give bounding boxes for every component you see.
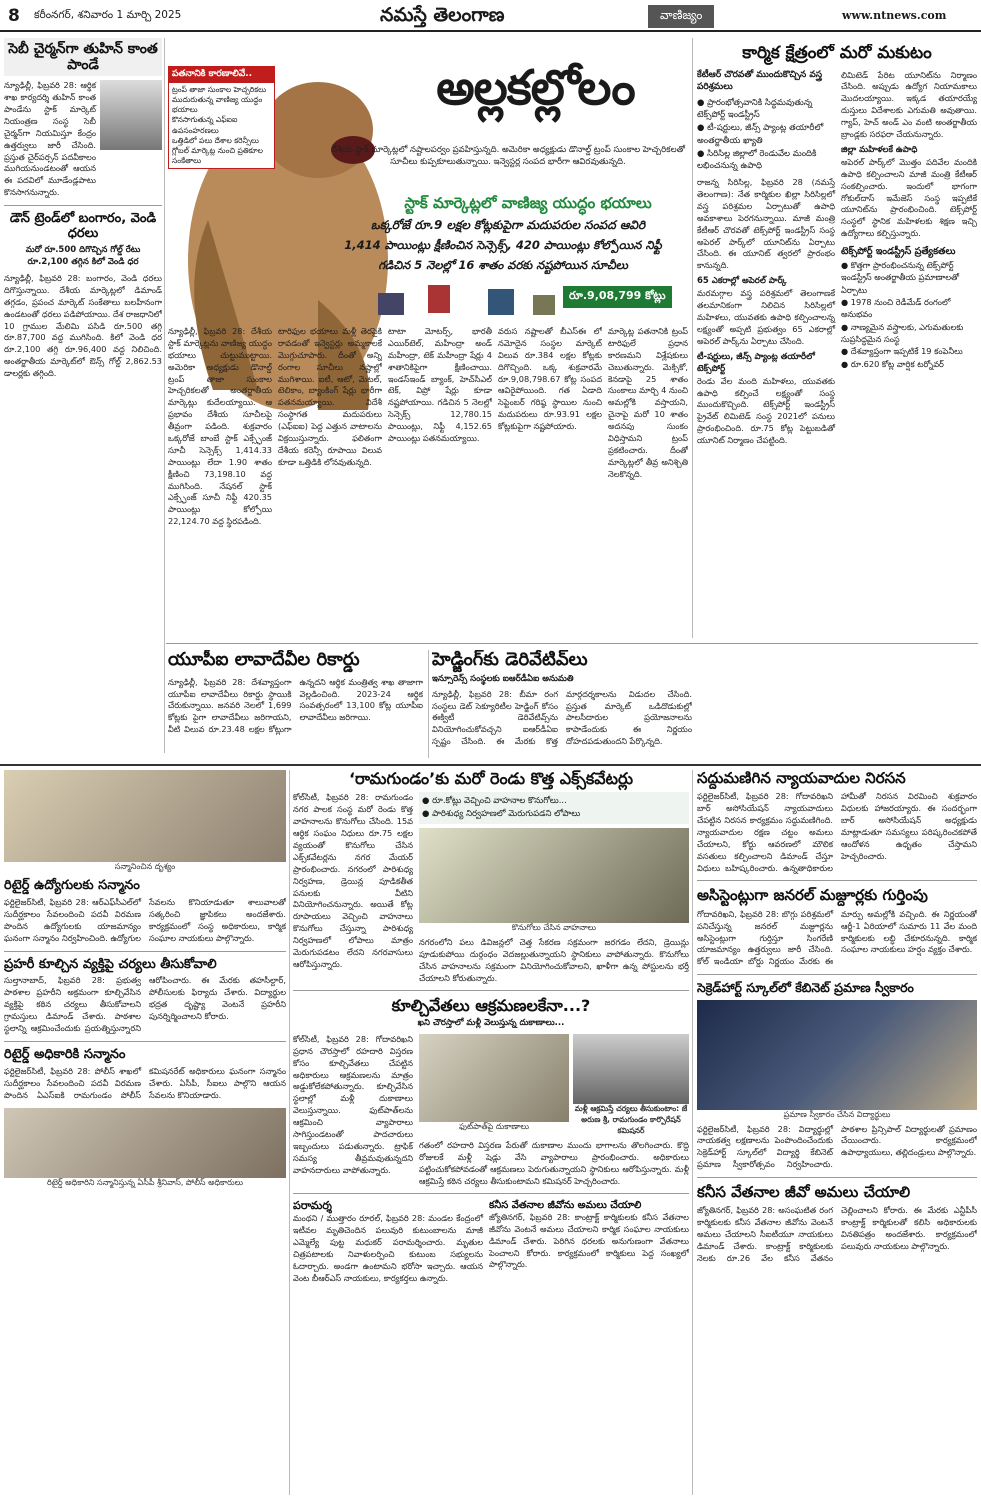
textile-bullet: ● సిరిసిల్ల జిల్లాలో రెండువేల మందికి లభించనున్న ఉపాధి [697,148,817,172]
textile-bullet: ● ప్రారంభోత్సవానికి సిద్ధమవుతున్న టెక్స్‌పోర్ట్ ఇండస్ట్రీస్ [697,97,813,121]
upi-title: యూపీఐ లావాదేవీల రికార్డు [168,650,360,670]
ramagundam-bullet: ● రూ.కోట్లు వెచ్చించి వాహనాల కొనుగోలు... [422,796,567,807]
school-photo [697,1000,977,1110]
textile-bullet: ● టీ-షర్టులు, జీన్స్ ప్యాంట్ల తయారీలో అంతర్జాతీయ ఖ్యాతి [697,123,824,146]
textile-bullet-text: టీ-షర్టులు, జీన్స్ ప్యాంట్ల తయారీలో అంతర్జాతీయ ఖ్యాతి [697,123,824,146]
sebi-portrait [100,80,162,150]
section-label: వాణిజ్యం [648,5,714,28]
assistants-body: గోదావరిఖని, ఫిబ్రవరి 28: బొగ్గు పరిశ్రమలో పనిచేస్తున్న జనరల్ మజ్దూర్లను అసిస్టెంట్లుగా గుర్తిస్తూ సింగరేణి యాజమాన్యం ఉత్తర్వులు జారీ చేసింది. కోల్ ఇండియా బోర్డు నిర్ణయం మేరకు ఈ మార్పు అమల్లోకి వచ్చింది. ఈ నిర్ణయంతో ఆర్జీ-1 ఏరియాలో సుమారు 11 వేల మంది కార్మికులకు లబ్ధి చేకూరనున్నది. కార్మిక సంఘాల నాయకులు హర్షం వ్యక్తం చేశారు. [697,908,977,967]
hedging-sub: ఇన్సూరెన్స్ సంస్థలకు ఐఆర్‌డీఏఐ అనుమతి [432,673,574,684]
retired-title: రిటైర్డ్ ఉద్యోగులకు సన్మానం [4,878,140,893]
retired-officer-caption: రిటైర్డ్ అధికారిని సన్మానిస్తున్న ఏసీపీ శ్రీనివాస్, పోలీస్ అధికారులు [46,1177,244,1187]
textile-right-2: అపెరల్ పార్క్‌లో మొత్తం పదివేల మందికి ఉపాధి కల్పించాలని మాజీ మంత్రి కేటీఆర్ సంకల్పించారు. ఇందులో భాగంగా గోకుల్‌దాస్ ఇమేజెస్ సంస్థ ఇప్పటికే యూనిట్‌ను ప్రారంభించింది. టెక్స్‌పోర్ట్ సంస్థలో స్థానిక మహిళలకు శిక్షణ ఇచ్చి ఉద్యోగాలు కల్పిస్తున్నారు. [841,156,977,239]
commissioner-photo [573,1034,689,1104]
gold-sub-2: రూ.2,100 తగ్గిన కిలో వెండి ధర [27,256,139,267]
feature-text: రూ.620 కోట్ల వార్షిక టర్నోవర్ [850,358,944,369]
feature-item: ● కొత్తగా ప్రారంభించనున్న టెక్స్‌పోర్ట్ ఇండస్ట్రీస్ అంతర్జాతీయ ప్రమాణాలతో ఏర్పాటు [841,260,959,295]
textile-body-1: రాజన్న సిరిసిల్ల, ఫిబ్రవరి 28 (నమస్తే తెలంగాణ): నేత కార్మికుల ఖిల్లా సిరిసిల్లలో వస్త్ర పరిశ్రమల ఏర్పాటుతో ఉపాధి అవకాశాలు పెరగనున్నాయి. మాజీ మంత్రి కేటీఆర్ చొరవతో టెక్స్‌పోర్ట్ ఇండస్ట్రీస్ సంస్థ అపెరల్ పార్క్‌లో యూనిట్‌ను ఏర్పాటు చేసింది. ఈ యూనిట్ త్వరలో ప్రారంభం కానున్నది. [697,177,835,271]
issue-date: కరీంనగర్, శనివారం 1 మార్చి 2025 [34,9,182,21]
textile-title: కార్మిక క్షేత్రంలో మరో మకుటం [742,44,932,63]
assistants-title: అసిస్టెంట్లుగా జనరల్ మజ్దూర్లకు గుర్తింపు [697,886,928,905]
hero-line-2: 1,414 పాయింట్లు క్షీణించిన సెన్సెక్స్, 420 పాయింట్లు కోల్పోయిన నిఫ్టీ [344,238,662,252]
investors-illustration [368,275,568,325]
feature-item: ● 1978 నుంచి రెడీమేడ్ రంగంలో అనుభవం [841,297,951,320]
lead-col-4: వరుస నష్టాలతో బీఎస్‌ఈ లో నమోదైన సంస్థల మార్కెట్ విలువ రూ.384 లక్షల కోట్లకు దిగొచ్చింది. ఒక్క శుక్రవారమే రూ.9,08,798.67 కోట్ల సంపద ఆవిరైపోయింది. గత ఏడాది సెప్టెంబర్ గరిష్ఠ స్థాయిల నుంచి మదుపరులు రూ.93.91 లక్షల కోట్లకుపైగా నష్టపోయారు. [498,326,602,432]
feature-item: ● రూ.620 కోట్ల వార్షిక టర్నోవర్ [841,358,944,369]
prahari-title: ప్రహరీ కూల్చిన వ్యక్తిపై చర్యలు తీసుకోవాలి [4,956,217,972]
ramagundam-bullet-text: రూ.కోట్లు వెచ్చించి వాహనాల కొనుగోలు... [432,796,567,807]
hedging-title: హెడ్జింగ్‌కు డెరివేటివ్‌లు [432,650,588,670]
minwage-title: కనీస వేతనాల జీవో అమలు చేయాలి [697,1183,911,1202]
gold-headline: డౌన్ ట్రెండ్‌లో బంగారం, వెండి ధరలు [9,211,157,242]
textile-body-2: మరమగ్గాల వస్త్ర పరిశ్రమలో తెలంగాణకే తలమానికంగా నిలిచిన సిరిసిల్లలో మహిళలు, యువతకు ఉపాధి కల్పించాలన్న లక్ష్యంతో అప్పటి ప్రభుత్వం 65 ఎకరాల్లో అపెరల్ పార్క్‌ను ఏర్పాటు చేసింది. [697,288,835,346]
upi-story [168,650,423,758]
retired-officer-photo [4,1108,286,1178]
upi-body: న్యూఢిల్లీ, ఫిబ్రవరి 28: దేశవ్యాప్తంగా యూపీఐ లావాదేవీలు రికార్డు స్థాయికి చేరుకున్నాయి. జనవరి నెలలో 1,699 కోట్లకు పైగా లావాదేవీలు జరిగాయని, వీటి విలువ రూ.23.48 లక్షల కోట్లుగా ఉన్నదని ఆర్థిక మంత్రిత్వ శాఖ తాజాగా వెల్లడించింది. 2023-24 ఆర్థిక సంవత్సరంలో 13,100 కోట్ల యూపీఐ లావాదేవీలు జరిగాయి. [168,676,423,735]
ramagundam-body: కోల్‌సిటీ, ఫిబ్రవరి 28: రామగుండం నగర పాలక సంస్థ మరో రెండు కొత్త వాహనాలను కొనుగోలు చేసింది. 15వ ఆర్థిక సంఘం నిధులు రూ.75 లక్షల వ్యయంతో కొనుగోలు చేసిన ఎక్స్‌కవేటర్లను నగర మేయర్ ప్రారంభించారు. నగరంలో పారిశుధ్య నిర్వహణ, డ్రెయిన్ల పూడికతీత పనులకు వీటిని వినియోగించనున్నారు. అయితే కోట్ల రూపాయలు వెచ్చించి వాహనాలు కొనుగోలు చేస్తున్నా పారిశుధ్య నిర్వహణలో లోపాలు మాత్రం మెరుగుపడటం లేదని నగరవాసులు ఆరోపిస్తున్నారు. [293,792,413,969]
left-column [4,38,162,758]
textile-story [697,44,977,638]
kulchivetalu-body: కోల్‌సిటీ, ఫిబ్రవరి 28: గోదావరిఖని ప్రధాన చౌరస్తాలో రహదారి విస్తరణ కోసం కూల్చివేతలు చేపట్టిన అధికారులు ఆక్రమణలను మాత్రం అడ్డుకోలేకపోతున్నారు. కూల్చివేసిన స్థలాల్లో మళ్లీ దుకాణాలు వెలుస్తున్నాయి. ఫుట్‌పాత్‌లను ఆక్రమించి వ్యాపారాలు సాగిస్తుండటంతో పాదచారులు ఇబ్బందులు పడుతున్నారు. ట్రాఫిక్ సమస్య తీవ్రమవుతున్నదని వాహనదారులు వాపోతున్నారు. [293,1033,413,1175]
ramagundam-bullet: ● పారిశుధ్య నిర్వహణలో మెరుగుపడని లోపాలు [422,809,581,820]
ramagundam-body-2: నగరంలోని పలు డివిజన్లలో చెత్త సేకరణ సక్రమంగా జరగడం లేదని, డ్రెయిన్లు పూడుకుపోయి దుర్గంధం వెదజల్లుతున్నాయని స్థానికులు వాపోతున్నారు. కొనుగోలు చేసిన వాహనాలను సక్రమంగా వినియోగించుకోవాలని, ఖాళీగా ఉన్న పోస్టులను భర్తీ చేయాలని కోరుతున్నారు. [419,936,689,983]
footpath-caption: ఫుట్‌పాత్‌పై దుకాణాలు [459,1121,529,1131]
prahari-body: సుల్తానాబాద్, ఫిబ్రవరి 28: ప్రభుత్వ పాఠశాల ప్రహరీని అక్రమంగా కూల్చివేసిన వ్యక్తిపై కఠిన చర్యలు తీసుకోవాలని గ్రామస్తులు డిమాండ్ చేశారు. పాఠశాల స్థలాన్ని ఆక్రమించేందుకు ప్రయత్నిస్తున్నారని ఆరోపించారు. ఈ మేరకు తహసీల్దార్, పోలీసులకు ఫిర్యాదు చేశారు. విద్యార్థుల భద్రత దృష్ట్యా వెంటనే ప్రహరీని పునర్నిర్మించాలని కోరారు. [4,975,286,1033]
retired-officer-body: ఫర్టిలైజర్‌సిటీ, ఫిబ్రవరి 28: పోలీస్ శాఖలో సుదీర్ఘకాలం సేవలందించి పదవీ విరమణ పొందిన ఏఎస్ఐకి రామగుండం పోలీస్ కమిషనరేట్ అధికారులు ఘనంగా సన్మానం చేశారు. ఏసీపీ, సీఐలు పాల్గొని ఆయన సేవలను కొనియాడారు. [4,1065,286,1100]
retired-body: ఫర్టిలైజర్‌సిటీ, ఫిబ్రవరి 28: ఆర్ఎఫ్‌సీఎల్‌లో సుదీర్ఘకాలం సేవలందించి పదవీ విరమణ పొందిన ఉద్యోగులకు యాజమాన్యం ఘనంగా సన్మానం నిర్వహించింది. ఉద్యోగుల సేవలను కొనియాడుతూ శాలువాలతో సత్కరించి జ్ఞాపికలు అందజేశారు. కార్యక్రమంలో సంస్థ అధికారులు, కార్మిక సంఘాల నాయకులు పాల్గొన్నారు. [4,896,286,943]
paper-name: నమస్తే తెలంగాణ [380,4,505,26]
feature-item: ● నాణ్యమైన వస్త్రాలకు, ఎగుమతులకు సుప్రసిద్ధమైన సంస్థ [841,321,964,344]
ramagundam-title: ‘రామగుండం’కు మరో రెండు కొత్త ఎక్స్‌కవేటర్లు [348,770,634,788]
kulchivetalu-title: కూల్చివేతలు ఆక్రమణలకేనా...? [391,996,591,1016]
lead-col-1: న్యూఢిల్లీ, ఫిబ్రవరి 28: దేశీయ స్టాక్ మార్కెట్లను వాణిజ్య యుద్ధం భయాలు చుట్టుముట్టాయి. అమెరికా అధ్యక్షుడు డొనాల్డ్ ట్రంప్ తాజా సుంకాల హెచ్చరికలతో అంతర్జాతీయ మార్కెట్లు కుదేలయ్యాయి. ఆ ప్రభావం దేశీయ సూచీలపై తీవ్రంగా పడింది. శుక్రవారం ఒక్కరోజే బాంబే స్టాక్ ఎక్స్ఛేంజ్ సూచీ సెన్సెక్స్ 1,414.33 పాయింట్లు లేదా 1.90 శాతం క్షీణించి 73,198.10 వద్ద ముగిసింది. నేషనల్ స్టాక్ ఎక్స్ఛేంజ్ సూచీ నిఫ్టీ 420.35 పాయింట్లు కోల్పోయి 22,124.70 వద్ద స్థిరపడింది. [168,326,272,527]
textile-features-head: టెక్స్‌పోర్ట్ ఇండస్ట్రీస్ ప్రత్యేకతలు [841,246,956,258]
textile-bullet-text: ప్రారంభోత్సవానికి సిద్ధమవుతున్న టెక్స్‌పోర్ట్ ఇండస్ట్రీస్ [697,97,813,121]
retired-photo [4,770,286,862]
bottom-middle-column [293,770,689,1495]
lawyers-body: ఫర్టిలైజర్‌సిటీ, ఫిబ్రవరి 28: గోదావరిఖని బార్ అసోసియేషన్ న్యాయవాదులు చేపట్టిన నిరసన కార్యక్రమం సద్దుమణిగింది. న్యాయవాదుల రక్షణ చట్టం అమలు చేయాలని, కోర్టు ఆవరణలో మౌలిక వసతులు కల్పించాలని డిమాండ్ చేస్తూ విధులు బహిష్కరించారు. ఉన్నతాధికారుల హామీతో నిరసన విరమించి శుక్రవారం విధులకు హాజరయ్యారు. ఈ సందర్భంగా బార్ అసోసియేషన్ అధ్యక్షుడు మాట్లాడుతూ సమస్యలు పరిష్కరించకపోతే ఆందోళన ఉధృతం చేస్తామని హెచ్చరించారు. [697,791,977,873]
hero-line-1: ఒక్కరోజే రూ.9 లక్షల కోట్లకుపైగా మదుపరుల సంపద ఆవిరి [370,218,646,232]
wealth-loss-box: రూ.9,08,799 కోట్లు [563,286,672,308]
reason-item: గ్లోబల్ మార్కెట్ల నుంచి ప్రతికూల సంకేతాలు [172,145,263,165]
feature-text: కొత్తగా ప్రారంభించనున్న టెక్స్‌పోర్ట్ ఇండస్ట్రీస్ అంతర్జాతీయ ప్రమాణాలతో ఏర్పాటు [841,260,959,295]
masthead [0,0,981,32]
textile-mini-head: 65 ఎకరాల్లో అపెరల్ పార్క్ [697,276,787,287]
textile-mini-head-2: టీ-షర్టులు, జీన్స్ ప్యాంట్ల తయారీలో టెక్స్‌పోర్ట్ [697,351,815,374]
reason-item: కొనసాగుతున్న ఎఫ్‌ఐఐ ఉపసంహరణలు [172,115,238,135]
kulchivetalu-sub: ఖని చౌరస్తాలో మళ్లీ వెలుస్తున్న దుకాణాలు... [417,1017,565,1028]
feature-item: ● దేశవ్యాప్తంగా ఇప్పటికే 19 కంపెనీలు [841,346,963,357]
reason-item: ట్రంప్ తాజా సుంకాల హెచ్చరికలు [172,85,267,94]
sebi-body: న్యూఢిల్లీ, ఫిబ్రవరి 28: ఆర్థిక శాఖ కార్యదర్శి తుహిన్ కాంత పాండేను స్టాక్ మార్కెట్ నియంత్రణ సంస్థ సెబీ చైర్మన్‌గా నియమిస్తూ కేంద్రం ఉత్తర్వులు జారీ చేసింది. ప్రస్తుత చైర్‌పర్సన్ పదవీకాలం ముగియనుండటంతో ఆయన ఈ పదవిలో మూడేండ్లపాటు కొనసాగనున్నారు. [4,80,96,198]
website-link[interactable]: www.ntnews.com [842,9,947,22]
textile-bullet-text: సిరిసిల్ల జిల్లాలో రెండువేల మందికి లభించనున్న ఉపాధి [697,148,817,172]
sebi-headline: సెబీ చైర్మన్‌గా తుహిన్ కాంత పాండే [4,38,162,76]
hedging-story [432,650,692,758]
school-body: ఫర్టిలైజర్‌సిటీ, ఫిబ్రవరి 28: విద్యార్థుల్లో నాయకత్వ లక్షణాలను పెంపొందించేందుకు సెక్రెడ్‌హార్ట్ స్కూల్‌లో విద్యార్థి కేబినెట్ ప్రమాణ స్వీకారోత్సవం నిర్వహించారు. పాఠశాల ప్రిన్సిపాల్ విద్యార్థులతో ప్రమాణం చేయించారు. కార్యక్రమంలో ఉపాధ్యాయులు, తల్లిదండ్రులు పాల్గొన్నారు. [697,1123,977,1170]
bottom-right-column [697,770,977,1495]
kulchivetalu-body-2: గతంలో రహదారి విస్తరణ పేరుతో దుకాణాల ముందు భాగాలను తొలగించారు. కొద్ది రోజులకే మళ్లీ షెడ్లు వేసి వ్యాపారాలు ప్రారంభించారు. అధికారులు పట్టించుకోకపోవడంతో ఆక్రమణలు పెరుగుతున్నాయని స్థానికులు ఆరోపిస్తున్నారు. మళ్లీ ఆక్రమిస్తే కఠిన చర్యలు తీసుకుంటామని కమిషనర్ హెచ్చరించారు. [419,1139,689,1186]
lawyers-title: సద్దుమణిగిన న్యాయవాదుల నిరసన [697,770,906,787]
feature-text: దేశవ్యాప్తంగా ఇప్పటికే 19 కంపెనీలు [850,346,963,357]
hero-intro: దేశీయ స్టాక్ మార్కెట్లలో నష్టాలపర్వం ప్రవహిస్తున్నది. అమెరికా అధ్యక్షుడు డొనాల్డ్ ట్రంప్ సుంకాల హెచ్చరికలతో సూచీలు కుప్పకూలుతున్నాయి. ఇన్వెస్టర్ల సంపద భారీగా ఆవిరవుతున్నది. [331,145,685,168]
reasons-title: పతనానికి కారణాలివే.. [169,67,274,83]
textile-right-head: జిల్లా మహిళలకే ఉపాధి [841,144,918,155]
gold-sub-1: మరో రూ.500 దిగొచ్చిన గోల్డ్ రేటు [25,244,141,255]
hero-subhead: స్టాక్ మార్కెట్లలో వాణిజ్య యుద్ధం భయాలు [404,194,652,212]
excavator-photo [419,828,689,923]
hero-line-3: గడిచిన 5 నెలల్లో 16 శాతం వరకు నష్టపోయిన సూచీలు [378,258,628,272]
footpath-photo [419,1034,569,1122]
school-title: సెక్రెడ్‌హార్ట్ స్కూల్‌లో కేబినెట్ ప్రమాణ స్వీకారం [697,980,914,996]
lead-col-3: టాటా మోటర్స్, భారతీ ఎయిర్‌టెల్, మహీంద్రా అండ్ మహీంద్రా, టెక్ మహీంద్రా షేర్లు 4 శాతానికిపైగా క్షీణించాయి. ఇండస్‌ఇండ్ బ్యాంక్, హెచ్‌సీఎల్ టెక్, విప్రో షేర్లు కూడా నష్టపోయాయి. గడిచిన 5 నెలల్లో సెన్సెక్స్ 12,780.15 పాయింట్లు, నిఫ్టీ 4,152.65 పాయింట్లు పతనమయ్యాయి. [388,326,492,444]
textile-right-1: లిమిటెడ్ పేరిట యూనిట్‌ను నిర్మాణం చేసింది. అప్పుడు ఉద్యోగ నియామకాలు మొదలయ్యాయి. ఇక్కడ తయారయ్యే దుస్తులు విదేశాలకు ఎగుమతి అవుతాయి. గ్యాప్, హెచ్ అండ్ ఎం వంటి అంతర్జాతీయ బ్రాండ్లకు సరఫరా చేయనున్నారు. [841,69,977,139]
textile-body-3: రెండు వేల మంది మహిళలు, యువతకు ఉపాధి కల్పించే లక్ష్యంతో సంస్థ ముందుకొచ్చింది. టెక్స్‌పోర్ట్ ఇండస్ట్రీస్ ప్రైవేట్ లిమిటెడ్ సంస్థ 2021లో పనులు ప్రారంభించింది. రూ.75 కోట్ల పెట్టుబడితో యూనిట్ నిర్మాణం చేపట్టింది. [697,375,835,446]
minwage-small-body: జ్యోతినగర్, ఫిబ్రవరి 28: కాంట్రాక్ట్ కార్మికులకు కనీస వేతనాల జీవోను వెంటనే అమలు చేయాలని కార్మిక సంఘాల నాయకులు డిమాండ్ చేశారు. పెరిగిన ధరలకు అనుగుణంగా వేతనాలు పెంచాలని కోరారు. కార్యక్రమంలో కార్మికులు పెద్ద సంఖ్యలో పాల్గొన్నారు. [489,1211,689,1270]
feature-text: నాణ్యమైన వస్త్రాలకు, ఎగుమతులకు సుప్రసిద్ధమైన సంస్థ [841,321,964,344]
paramarsha-title: పరామర్శ [293,1199,332,1213]
reason-item: ఒత్తిడిలో పలు దేశాల కరెన్సీలు [172,135,259,145]
feature-text: 1978 నుంచి రెడీమేడ్ రంగంలో అనుభవం [841,297,951,320]
minwage-body: జ్యోతినగర్, ఫిబ్రవరి 28: అసంఘటిత రంగ కార్మికులకు కనీస వేతనాల జీవోను వెంటనే అమలు చేయాలని సీఐటీయూ నాయకులు డిమాండ్ చేశారు. కాంట్రాక్ట్ కార్మికులకు నెలకు రూ.26 వేల కనీస వేతనం చెల్లించాలని కోరారు. ఈ మేరకు ఎన్టీపీసీ కాంట్రాక్ట్ కార్మికులతో కలిసి అధికారులకు వినతిపత్రం అందజేశారు. కార్యక్రమంలో పలువురు నాయకులు పాల్గొన్నారు. [697,1205,977,1263]
hero-title: అల్లకల్లోలం [436,60,635,116]
lead-col-5: మార్కెట్ల పతనానికి ట్రంప్ టారిఫులే ప్రధాన కారణమని విశ్లేషకులు చెబుతున్నారు. మెక్సికో, కెనడాపై 25 శాతం సుంకాలు మార్చి 4 నుంచి అమల్లోకి వస్తాయని, చైనాపై మరో 10 శాతం అదనపు సుంకం విధిస్తామని ట్రంప్ ప్రకటించారు. దీంతో మార్కెట్లలో తీవ్ర అనిశ్చితి నెలకొన్నది. [608,326,688,479]
reasons-box [168,66,275,169]
hedging-body: న్యూఢిల్లీ, ఫిబ్రవరి 28: బీమా రంగ సంస్థలు డెట్ సెక్యూరిటీల హెడ్జింగ్ కోసం ఈక్విటీ డెరివేటివ్స్‌ను వినియోగించుకోవచ్చని ఐఆర్‌డీఏఐ స్పష్టం చేసింది. ఈ మేరకు కొత్త మార్గదర్శకాలను విడుదల చేసింది. ప్రస్తుత మార్కెట్ ఒడిదొడుకుల్లో పాలసీదారుల ప్రయోజనాలను కాపాడేందుకు ఈ నిర్ణయం దోహదపడుతుందని పేర్కొన్నది. [432,688,692,747]
school-caption: ప్రమాణ స్వీకారం చేసిన విద్యార్థులు [783,1109,891,1119]
reason-item: ముదురుతున్న వాణిజ్య యుద్ధం భయాలు [172,95,263,115]
commissioner-caption: మళ్లీ ఆక్రమిస్తే చర్యలు తీసుకుంటాం: జే అరుణ శ్రీ, రామగుండం కార్పొరేషన్ కమిషనర్ [574,1103,688,1135]
lead-col-2: టారిఫుల భయాలు మళ్లీ తెరపైకి రావడంతో ఇన్వెస్టర్లు అమ్మకాలకే మొగ్గుచూపారు. దీంతో అన్ని రంగాల సూచీలు నష్టాల్లో ముగిశాయి. ఐటీ, ఆటో, మెటల్, టెలికాం, బ్యాంకింగ్ షేర్లు భారీగా పతనమయ్యాయి. విదేశీ సంస్థాగత మదుపరులు (ఎఫ్‌ఐఐ) పెద్ద ఎత్తున వాటాలను విక్రయిస్తున్నారు. ఫలితంగా దేశీయ కరెన్సీ రూపాయి విలువ కూడా ఒత్తిడికి లోనవుతున్నది. [278,326,382,467]
paramarsha-body: మంథని / ముత్తారం రూరల్, ఫిబ్రవరి 28: మండల కేంద్రంలో ఇటీవల మృతిచెందిన పలువురి కుటుంబాలను మాజీ ఎమ్మెల్యే పుట్ట మధుకర్ పరామర్శించారు. మృతుల చిత్రపటాలకు నివాళులర్పించి కుటుంబ సభ్యులను ఓదార్చారు. అండగా ఉంటామని భరోసా ఇచ్చారు. ఆయన వెంట బీఆర్ఎస్ నాయకులు, కార్యకర్తలు ఉన్నారు. [293,1213,483,1283]
excavator-caption: కొనుగోలు చేసిన వాహనాలు [511,922,597,932]
retired-photo-caption: సన్మానించిన దృశ్యం [114,862,176,871]
textile-sub: కేటీఆర్ చొరవతో ముందుకొచ్చిన వస్త్ర పరిశ్రమలు [697,69,823,92]
page-number: 8 [8,6,20,26]
minwage-small-title: కనీస వేతనాల జీవోను అమలు చేయాలి [489,1200,642,1212]
gold-body: న్యూఢిల్లీ, ఫిబ్రవరి 28: బంగారం, వెండి ధరలు దిగొస్తున్నాయి. దేశీయ మార్కెట్లలో డిమాండ్ తగ్గడం, ప్రపంచ మార్కెట్ సంకేతాలు బలహీనంగా ఉండటంతో ధరలు పడిపోయాయి. దేశ రాజధానిలో 10 గ్రాముల మేలిమి పసిడి రూ.500 తగ్గి రూ.87,700 వద్ద ముగిసింది. కిలో వెండి ధర రూ.2,100 తగ్గి రూ.96,400 వద్ద నిలిచింది. అంతర్జాతీయ మార్కెట్‌లో ఔన్స్ గోల్డ్ 2,862.53 డాలర్లకు తగ్గింది. [4,272,162,379]
ramagundam-bullet-text: పారిశుధ్య నిర్వహణలో మెరుగుపడని లోపాలు [432,809,581,820]
retired-officer-title: రిటైర్డ్ అధికారికి సన్మానం [4,1046,126,1062]
bottom-left-column [4,770,286,1495]
